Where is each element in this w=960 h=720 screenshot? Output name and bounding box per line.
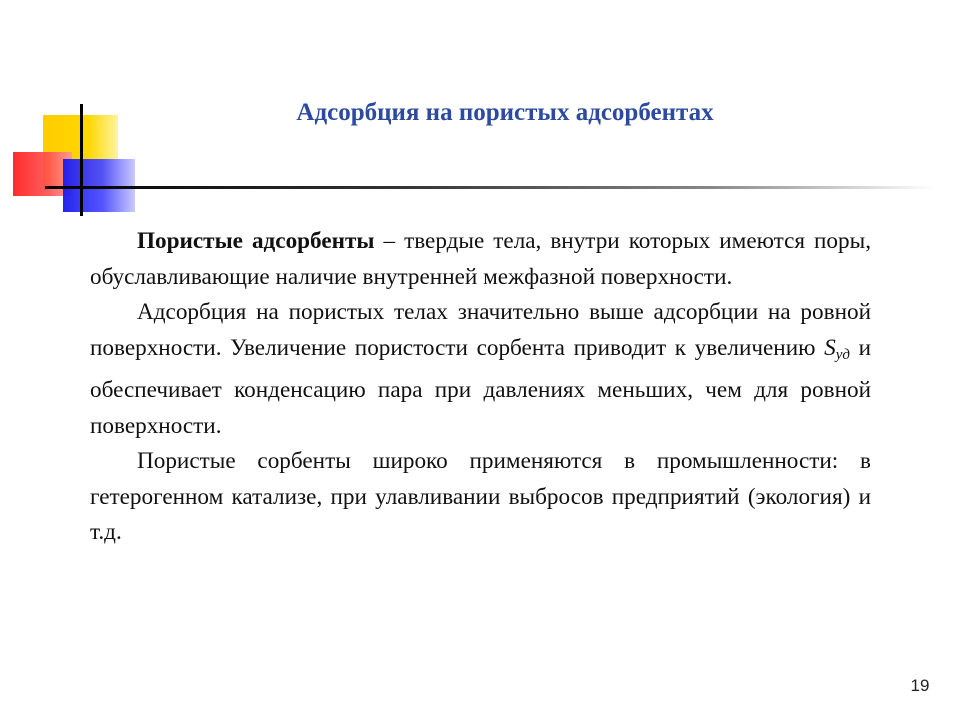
paragraph-2-text-after: и обеспечивает конденсацию пара при давлениях меньших, чем для ровной поверхности. [90, 334, 871, 439]
horizontal-rule-decoration [45, 186, 935, 189]
paragraph-2-text-before: Адсорбция на пористых телах значительно выше адсорбции на ровной поверхности. Увеличение пористости сорбента приводит к увеличению [90, 299, 871, 361]
paragraph-2 [90, 295, 871, 444]
specific-surface-symbol [824, 335, 850, 361]
symbol-s: S [824, 334, 836, 361]
vertical-rule-decoration [80, 104, 83, 216]
paragraph-1-text: – твердые тела, внутри которых имеются поры, обуславливающие наличие внутренней межфазной поверхности. [90, 228, 871, 290]
symbol-subscript: уд [835, 346, 850, 363]
paragraph-1 [90, 224, 871, 295]
paragraph-3: Пористые сорбенты широко применяются в промышленности: в гетерогенном катализе, при улавливании выбросов предприятий (экология) и т.д. [90, 448, 871, 545]
slide-title: Адсорбция на пористых адсорбентах [296, 99, 714, 126]
page-number: 19 [910, 676, 930, 695]
term-porous-adsorbents: Пористые адсорбенты [137, 228, 375, 254]
slide-body [90, 224, 871, 551]
